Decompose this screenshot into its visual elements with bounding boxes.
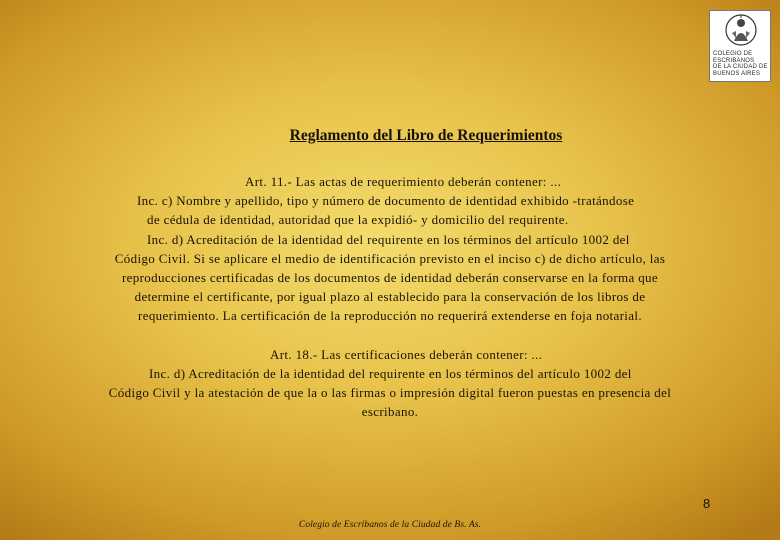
document-title: Reglamento del Libro de Requerimientos (289, 127, 563, 144)
logo-line: BUENOS AIRES (713, 70, 761, 77)
logo-text (713, 51, 769, 77)
art18-inc-d-line2: Código Civil y la atestación de que la o las firmas o impresión digital fueron puestas en presencia del (108, 385, 672, 400)
art11-heading: Art. 11.- Las actas de requerimiento deberán contener: ... (245, 174, 562, 189)
art11-inc-d-line4: determine el certificante, por igual plazo al establecido para la conservación de los libros de (134, 289, 646, 304)
logo-line: DE LA CIUDAD DE (713, 64, 768, 70)
page-number: 8 (703, 496, 711, 511)
art11-inc-d-line2: Código Civil. Si se aplicare el medio de identificación previsto en el inciso c) de dicho artículo, las (114, 251, 666, 266)
footer-text: Colegio de Escribanos de la Ciudad de Bs. As. (298, 520, 482, 530)
saint-figure-icon (710, 11, 772, 51)
art18-heading: Art. 18.- Las certificaciones deberán contener: ... (270, 347, 543, 362)
logo-line: COLEGIO DE (713, 51, 753, 57)
art18-inc-d-line3: escribano. (361, 404, 419, 419)
logo-line: ESCRIBANOS (713, 57, 755, 64)
art11-inc-c-line2: de cédula de identidad, autoridad que la expidió- y domicilio del requirente. (147, 212, 569, 227)
art11-inc-d-line1: Inc. d) Acreditación de la identidad del requirente en los términos del artículo 1002 del (147, 232, 630, 247)
art11-inc-d-line3: reproducciones certificadas de los documentos de identidad deberán conservarse en la forma que (121, 270, 659, 285)
college-logo (709, 10, 771, 82)
art18-inc-d-line1: Inc. d) Acreditación de la identidad del requirente en los términos del artículo 1002 del (149, 366, 632, 381)
art11-inc-d-line5: requerimiento. La certificación de la reproducción no requerirá extenderse en foja notarial. (138, 308, 642, 323)
art11-inc-c-line1: Inc. c) Nombre y apellido, tipo y número de documento de identidad exhibido -tratándose (137, 193, 635, 208)
